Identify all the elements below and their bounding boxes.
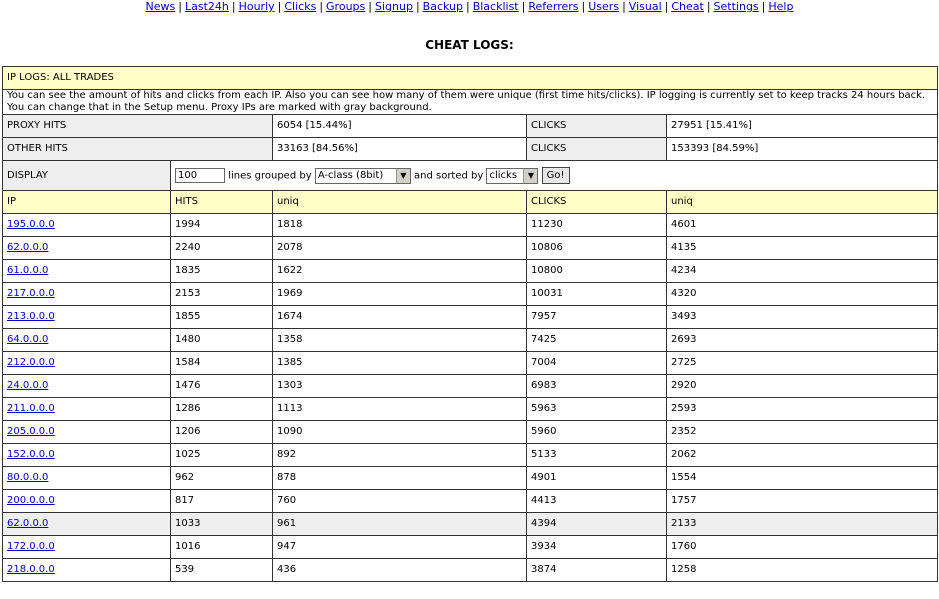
table-row xyxy=(3,375,938,398)
nav-link-hourly[interactable]: Hourly xyxy=(238,0,275,13)
description-text: You can see the amount of hits and clicks from each IP. Also you can see how many of them were unique (first time hits/clicks). IP logging is currently set to keep tracks 24 hours back. You can change that in the Setup menu. Proxy IPs are marked with gray background. xyxy=(3,90,938,115)
cheat-logs-table xyxy=(2,66,938,582)
nav-link-cheat[interactable]: Cheat xyxy=(671,0,704,13)
uniq-hits-cell: 1090 xyxy=(273,421,527,444)
table-row xyxy=(3,536,938,559)
ip-link[interactable]: 200.0.0.0 xyxy=(7,495,55,506)
column-header-ip: IP xyxy=(3,191,171,214)
uniq-clicks-cell: 1258 xyxy=(667,559,938,582)
hits-cell: 1206 xyxy=(171,421,273,444)
clicks-cell: 3874 xyxy=(527,559,667,582)
table-row xyxy=(3,329,938,352)
uniq-hits-cell: 878 xyxy=(273,467,527,490)
hits-cell: 1016 xyxy=(171,536,273,559)
uniq-hits-cell: 1674 xyxy=(273,306,527,329)
ip-cell xyxy=(3,352,171,375)
ip-link[interactable]: 205.0.0.0 xyxy=(7,426,55,437)
hits-cell: 962 xyxy=(171,467,273,490)
nav-link-signup[interactable]: Signup xyxy=(374,0,413,13)
ip-cell xyxy=(3,306,171,329)
table-row xyxy=(3,421,938,444)
table-row xyxy=(3,467,938,490)
nav-separator: | xyxy=(581,0,586,13)
nav-link-backup[interactable]: Backup xyxy=(422,0,463,13)
hits-cell: 1480 xyxy=(171,329,273,352)
table-row xyxy=(3,398,938,421)
nav-separator: | xyxy=(706,0,711,13)
nav-separator: | xyxy=(415,0,420,13)
hits-cell: 1033 xyxy=(171,513,273,536)
hits-cell: 1584 xyxy=(171,352,273,375)
uniq-clicks-cell: 2593 xyxy=(667,398,938,421)
nav-link-clicks[interactable]: Clicks xyxy=(284,0,317,13)
nav-separator: | xyxy=(319,0,324,13)
other-clicks-value: 153393 [84.59%] xyxy=(667,138,938,161)
nav-link-referrers[interactable]: Referrers xyxy=(528,0,579,13)
nav-separator: | xyxy=(368,0,372,13)
nav-link-blacklist[interactable]: Blacklist xyxy=(472,0,519,13)
other-hits-row xyxy=(3,138,938,161)
ip-link[interactable]: 62.0.0.0 xyxy=(7,518,49,529)
lines-input[interactable] xyxy=(175,168,225,183)
clicks-cell: 7425 xyxy=(527,329,667,352)
table-row xyxy=(3,513,938,536)
nav-separator: | xyxy=(761,0,766,13)
hits-cell: 2240 xyxy=(171,237,273,260)
uniq-hits-cell: 436 xyxy=(273,559,527,582)
nav-link-users[interactable]: Users xyxy=(588,0,620,13)
nav-separator: | xyxy=(277,0,282,13)
uniq-clicks-cell: 2693 xyxy=(667,329,938,352)
table-row xyxy=(3,352,938,375)
ip-cell xyxy=(3,283,171,306)
table-row xyxy=(3,490,938,513)
uniq-clicks-cell: 1760 xyxy=(667,536,938,559)
table-row xyxy=(3,559,938,582)
sort-select-value: clicks xyxy=(489,169,518,181)
nav-link-last24h[interactable]: Last24h xyxy=(184,0,229,13)
go-button[interactable]: Go! xyxy=(542,167,570,184)
ip-link[interactable]: 61.0.0.0 xyxy=(7,265,49,276)
clicks-cell: 7957 xyxy=(527,306,667,329)
ip-cell xyxy=(3,375,171,398)
ip-link[interactable]: 213.0.0.0 xyxy=(7,311,55,322)
ip-link[interactable]: 24.0.0.0 xyxy=(7,380,49,391)
uniq-hits-cell: 961 xyxy=(273,513,527,536)
uniq-hits-cell: 1818 xyxy=(273,214,527,237)
hits-cell: 1994 xyxy=(171,214,273,237)
clicks-cell: 10806 xyxy=(527,237,667,260)
ip-cell xyxy=(3,467,171,490)
ip-link[interactable]: 152.0.0.0 xyxy=(7,449,55,460)
column-header-row xyxy=(3,191,938,214)
chevron-down-icon: ▼ xyxy=(523,169,537,183)
display-label: DISPLAY xyxy=(3,161,171,191)
top-nav xyxy=(0,0,939,14)
clicks-cell: 10800 xyxy=(527,260,667,283)
uniq-clicks-cell: 1757 xyxy=(667,490,938,513)
ip-cell xyxy=(3,444,171,467)
table-row xyxy=(3,444,938,467)
sort-select[interactable] xyxy=(486,168,538,184)
clicks-cell: 10031 xyxy=(527,283,667,306)
table-row xyxy=(3,237,938,260)
column-header-clicks: CLICKS xyxy=(527,191,667,214)
proxy-clicks-label: CLICKS xyxy=(527,115,667,138)
table-row xyxy=(3,283,938,306)
proxy-hits-label: PROXY HITS xyxy=(3,115,273,138)
hits-cell: 539 xyxy=(171,559,273,582)
group-select[interactable] xyxy=(315,168,411,184)
ip-cell xyxy=(3,536,171,559)
clicks-cell: 5963 xyxy=(527,398,667,421)
uniq-hits-cell: 947 xyxy=(273,536,527,559)
clicks-cell: 4413 xyxy=(527,490,667,513)
table-row xyxy=(3,214,938,237)
nav-separator: | xyxy=(622,0,626,13)
nav-link-news[interactable]: News xyxy=(145,0,176,13)
page-title: CHEAT LOGS: xyxy=(425,38,514,52)
clicks-cell: 4901 xyxy=(527,467,667,490)
ip-link[interactable]: 80.0.0.0 xyxy=(7,472,49,483)
hits-cell: 1025 xyxy=(171,444,273,467)
section-header-row xyxy=(3,67,938,90)
column-header-uniq-clicks: uniq xyxy=(667,191,938,214)
ip-cell xyxy=(3,559,171,582)
hits-cell: 1286 xyxy=(171,398,273,421)
other-hits-label: OTHER HITS xyxy=(3,138,273,161)
section-header: IP LOGS: ALL TRADES xyxy=(3,67,938,90)
nav-separator: | xyxy=(178,0,182,13)
nav-link-help[interactable]: Help xyxy=(768,0,794,13)
ip-link[interactable]: 62.0.0.0 xyxy=(7,242,49,253)
ip-cell xyxy=(3,260,171,283)
grouped-by-text: lines grouped by xyxy=(228,170,312,182)
nav-separator: | xyxy=(664,0,669,13)
ip-cell xyxy=(3,329,171,352)
uniq-clicks-cell: 4320 xyxy=(667,283,938,306)
uniq-hits-cell: 1303 xyxy=(273,375,527,398)
other-hits-value: 33163 [84.56%] xyxy=(273,138,527,161)
uniq-hits-cell: 2078 xyxy=(273,237,527,260)
uniq-hits-cell: 1113 xyxy=(273,398,527,421)
ip-cell xyxy=(3,421,171,444)
uniq-clicks-cell: 2352 xyxy=(667,421,938,444)
ip-link[interactable]: 211.0.0.0 xyxy=(7,403,55,414)
proxy-clicks-value: 27951 [15.41%] xyxy=(667,115,938,138)
description-row xyxy=(3,90,938,115)
hits-cell: 817 xyxy=(171,490,273,513)
ip-link[interactable]: 212.0.0.0 xyxy=(7,357,55,368)
clicks-cell: 5133 xyxy=(527,444,667,467)
uniq-clicks-cell: 1554 xyxy=(667,467,938,490)
nav-link-settings[interactable]: Settings xyxy=(713,0,759,13)
uniq-clicks-cell: 2920 xyxy=(667,375,938,398)
nav-separator: | xyxy=(465,0,470,13)
hits-cell: 1476 xyxy=(171,375,273,398)
nav-link-visual[interactable]: Visual xyxy=(628,0,662,13)
uniq-hits-cell: 1358 xyxy=(273,329,527,352)
display-controls xyxy=(171,161,938,191)
clicks-cell: 4394 xyxy=(527,513,667,536)
nav-separator: | xyxy=(231,0,236,13)
ip-cell xyxy=(3,490,171,513)
uniq-hits-cell: 892 xyxy=(273,444,527,467)
clicks-cell: 6983 xyxy=(527,375,667,398)
table-row xyxy=(3,260,938,283)
clicks-cell: 7004 xyxy=(527,352,667,375)
ip-cell xyxy=(3,237,171,260)
uniq-clicks-cell: 2725 xyxy=(667,352,938,375)
uniq-clicks-cell: 4135 xyxy=(667,237,938,260)
hits-cell: 2153 xyxy=(171,283,273,306)
table-row xyxy=(3,306,938,329)
ip-cell xyxy=(3,513,171,536)
group-select-value: A-class (8bit) xyxy=(317,169,384,181)
ip-link[interactable]: 64.0.0.0 xyxy=(7,334,49,345)
uniq-hits-cell: 1385 xyxy=(273,352,527,375)
display-row xyxy=(3,161,938,191)
clicks-cell: 11230 xyxy=(527,214,667,237)
clicks-cell: 3934 xyxy=(527,536,667,559)
nav-link-groups[interactable]: Groups xyxy=(326,0,366,13)
proxy-hits-value: 6054 [15.44%] xyxy=(273,115,527,138)
uniq-clicks-cell: 2133 xyxy=(667,513,938,536)
other-clicks-label: CLICKS xyxy=(527,138,667,161)
uniq-hits-cell: 1969 xyxy=(273,283,527,306)
ip-link[interactable]: 218.0.0.0 xyxy=(7,564,55,575)
ip-link[interactable]: 195.0.0.0 xyxy=(7,219,55,230)
column-header-hits: HITS xyxy=(171,191,273,214)
ip-link[interactable]: 217.0.0.0 xyxy=(7,288,55,299)
ip-cell xyxy=(3,214,171,237)
chevron-down-icon: ▼ xyxy=(396,169,410,183)
hits-cell: 1835 xyxy=(171,260,273,283)
uniq-clicks-cell: 4234 xyxy=(667,260,938,283)
ip-cell xyxy=(3,398,171,421)
ip-link[interactable]: 172.0.0.0 xyxy=(7,541,55,552)
proxy-hits-row xyxy=(3,115,938,138)
clicks-cell: 5960 xyxy=(527,421,667,444)
uniq-clicks-cell: 3493 xyxy=(667,306,938,329)
hits-cell: 1855 xyxy=(171,306,273,329)
uniq-hits-cell: 760 xyxy=(273,490,527,513)
sorted-by-text: and sorted by xyxy=(414,170,484,182)
column-header-uniq-hits: uniq xyxy=(273,191,527,214)
uniq-hits-cell: 1622 xyxy=(273,260,527,283)
uniq-clicks-cell: 2062 xyxy=(667,444,938,467)
uniq-clicks-cell: 4601 xyxy=(667,214,938,237)
nav-separator: | xyxy=(521,0,526,13)
